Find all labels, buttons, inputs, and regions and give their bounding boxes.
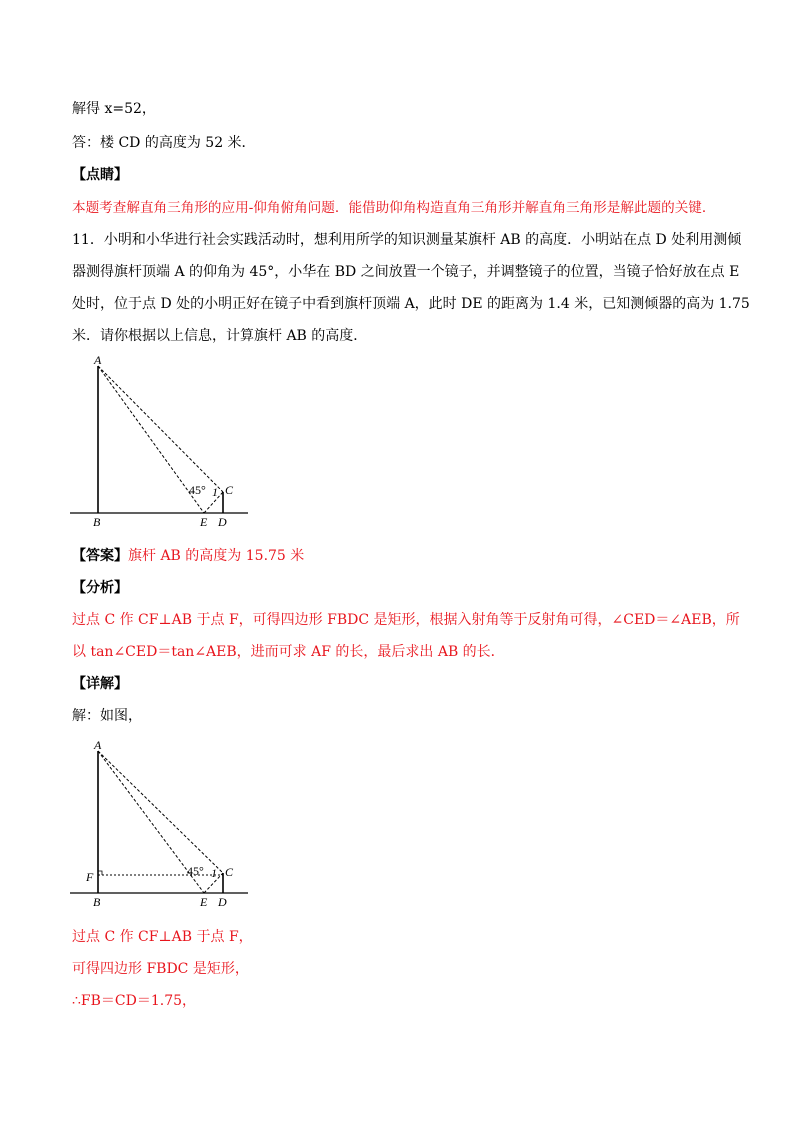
text-line-remark: 本题考查解直角三角形的应用-仰角俯角问题．能借助仰角构造直角三角形并解直角三角形是解此题的关键． [72,200,716,216]
detail-line-3: 可得四边形 FBDC 是矩形， [72,961,249,977]
figure-flagpole-diagram-solution [60,735,260,915]
detail-line-1: 解：如图， [72,708,142,724]
line-ac [98,751,223,873]
label-c: C [225,865,234,879]
line-ac [98,366,223,492]
label-b: B [93,515,101,529]
section-tag-answer: 【答案】 [72,548,128,564]
label-angle: 45° [189,483,206,497]
answer-text: 旗杆 AB 的高度为 15.75 米 [128,548,305,564]
label-angle: 45° [187,864,204,878]
answer-line [72,547,723,565]
label-angle-mark: 1 [211,866,217,880]
label-d: D [218,515,227,529]
figure-flagpole-diagram [60,352,260,532]
label-e: E [200,895,208,909]
section-tag-remark: 【点睛】 [72,167,128,183]
problem-11-line-3: 处时，位于点 D 处的小明正好在镜子中看到旗杆顶端 A，此时 DE 的距离为 1.4 米，已知测倾器的高为 1.75 [72,296,750,312]
label-a: A [94,353,102,367]
analysis-line-2: 以 tan∠CED＝tan∠AEB，进而可求 AF 的长，最后求出 AB 的长． [72,644,505,660]
problem-11-line-1: 11．小明和小华进行社会实践活动时，想利用所学的知识测量某旗杆 AB 的高度．小明站在点 D 处利用测倾 [72,232,742,248]
detail-line-2: 过点 C 作 CF⊥AB 于点 F， [72,929,253,945]
problem-11-line-2: 器测得旗杆顶端 A 的仰角为 45°，小华在 BD 之间放置一个镜子，并调整镜子的位置，当镜子恰好放在点 E [72,264,740,280]
section-tag-detail: 【详解】 [72,676,128,692]
label-c: C [225,483,234,497]
detail-line-4: ∴FB＝CD＝1.75， [72,993,197,1009]
analysis-line-1: 过点 C 作 CF⊥AB 于点 F，可得四边形 FBDC 是矩形，根据入射角等于反射角可得，∠CED＝∠AEB，所 [72,612,740,628]
problem-11-line-4: 米．请你根据以上信息，计算旗杆 AB 的高度． [72,328,368,344]
section-tag-analysis: 【分析】 [72,580,128,596]
label-d: D [218,895,227,909]
text-line-solution-result: 解得 x=52， [72,101,156,117]
text-line-answer-cd: 答：楼 CD 的高度为 52 米． [72,135,256,151]
label-a: A [94,738,102,752]
label-b: B [93,895,101,909]
label-e: E [200,515,208,529]
label-angle-mark: 1 [212,485,218,499]
label-f: F [86,870,94,884]
